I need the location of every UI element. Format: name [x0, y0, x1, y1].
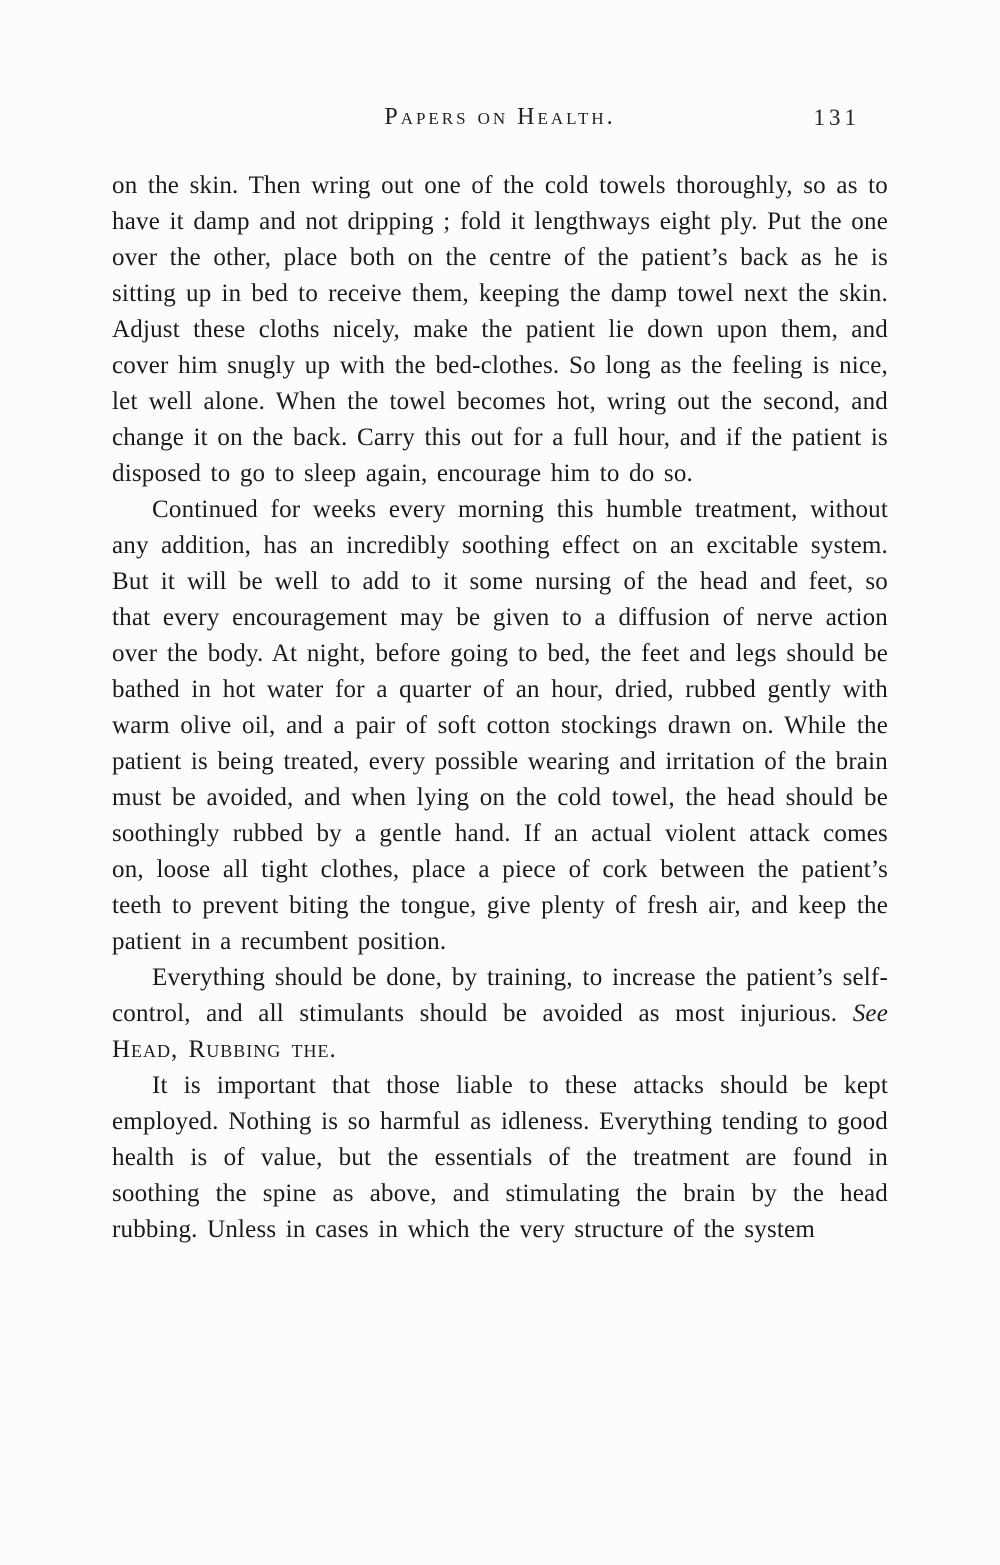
paragraph: Continued for weeks every morning this humble treatment, without any addition, has an incredibly soothing effect on an excitable system. But it will be well to add to it some nursing of the head and feet, so that every encouragement may be given to a diffusion of nerve action over the body. At night, before going to bed, the feet and legs should be bathed in hot water for a quarter of an hour, dried, rubbed gently with warm olive oil, and a pair of soft cotton stockings drawn on. While the patient is being treated, every possible wearing and irritation of the brain must be avoided, and when lying on the cold towel, the head should be soothingly rubbed by a gentle hand. If an actual violent attack comes on, loose all tight clothes, place a piece of cork between the patient’s teeth to prevent biting the tongue, give plenty of fresh air, and keep the patient in a recumbent position.: [112, 496, 888, 955]
paragraph-with-reference: [112, 960, 888, 1068]
page-number: 131: [813, 105, 860, 130]
cross-reference: Head, Rubbing the.: [112, 1036, 337, 1063]
see-label: See: [852, 1000, 888, 1027]
page-body: [112, 168, 888, 1248]
running-title: Papers on Health.: [384, 104, 616, 130]
page-header: [112, 104, 888, 138]
paragraph: It is important that those liable to these attacks should be kept employed. Nothing is so harmful as idleness. Everything tending to good health is of value, but the essentials of the treatment are found in soothing the spine as above, and stimulating the brain by the head rubbing. Unless in cases in which the very structure of the system: [112, 1072, 888, 1243]
paragraph-continuation: on the skin. Then wring out one of the cold towels thoroughly, so as to have it damp and not dripping ; fold it lengthways eight ply. Put the one over the other, place both on the centre of the patient’s back as he is sitting up in bed to receive them, keeping the damp towel next the skin. Adjust these cloths nicely, make the patient lie down upon them, and cover him snugly up with the bed-clothes. So long as the feeling is nice, let well alone. When the towel becomes hot, wring out the second, and change it on the back. Carry this out for a full hour, and if the patient is disposed to go to sleep again, encourage him to do so.: [112, 172, 888, 487]
paragraph-text: Everything should be done, by training, to increase the patient’s self-control, and all stimulants should be avoided as most injurious.: [112, 964, 888, 1027]
